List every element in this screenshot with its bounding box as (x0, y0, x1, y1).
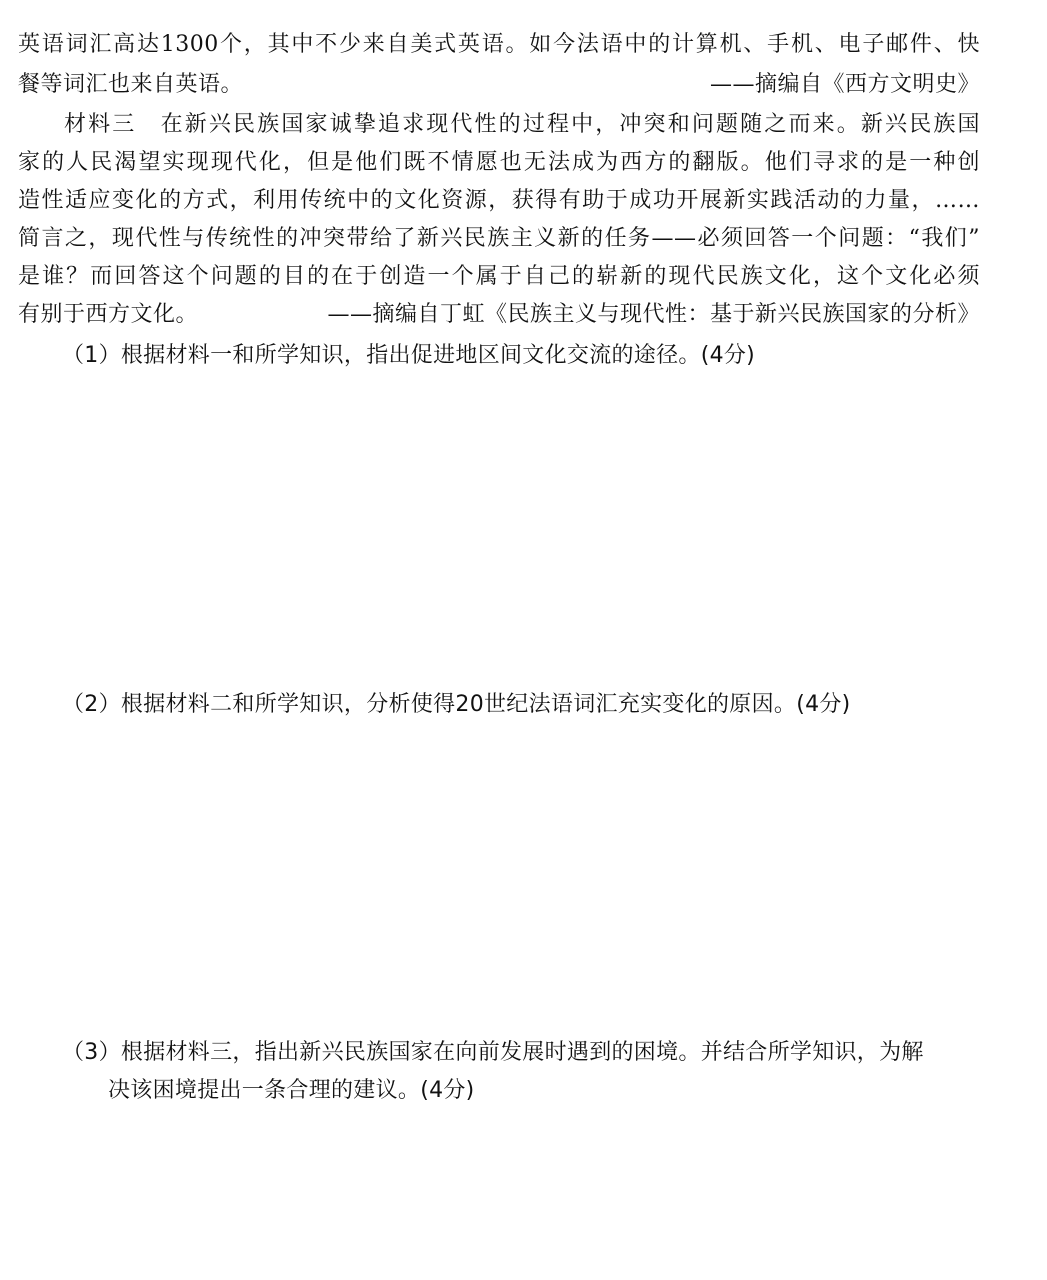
material3-source: ——摘编自丁虹《民族主义与现代性：基于新兴民族国家的分析》 (327, 302, 980, 327)
material3-text-line: 是谁？而回答这个问题的目的在于创造一个属于自己的崭新的现代民族文化，这个文化必须 (18, 264, 980, 289)
question-2: （2）根据材料二和所学知识，分析使得20世纪法语词汇充实变化的原因。(4分) (62, 692, 851, 717)
material2-text-line (18, 70, 980, 100)
question-3: （3）根据材料三，指出新兴民族国家在向前发展时遇到的困境。并结合所学知识，为解 (62, 1040, 924, 1065)
material2-text-end: 餐等词汇也来自英语。 (18, 72, 244, 97)
material3-text-line: 简言之，现代性与传统性的冲突带给了新兴民族主义新的任务——必须回答一个问题：“我们” (18, 226, 980, 251)
question-1: （1）根据材料一和所学知识，指出促进地区间文化交流的途径。(4分) (62, 343, 756, 368)
material2-source: ——摘编自《西方文明史》 (709, 72, 980, 97)
material3-text-line: 材料三 在新兴民族国家诚挚追求现代性的过程中，冲突和问题随之而来。新兴民族国 (64, 112, 980, 137)
material3-text-end: 有别于西方文化。 (18, 302, 199, 327)
material2-text-line: 英语词汇高达1300个，其中不少来自美式英语。如今法语中的计算机、手机、电子邮件、快 (18, 32, 980, 57)
material3-text-line: 造性适应变化的方式，利用传统中的文化资源，获得有助于成功开展新实践活动的力量，…… (18, 188, 980, 213)
material3-text-line (18, 300, 980, 330)
material3-text-line: 家的人民渴望实现现代化，但是他们既不情愿也无法成为西方的翻版。他们寻求的是一种创 (18, 150, 980, 175)
question-3-continued: 决该困境提出一条合理的建议。(4分) (108, 1078, 475, 1103)
